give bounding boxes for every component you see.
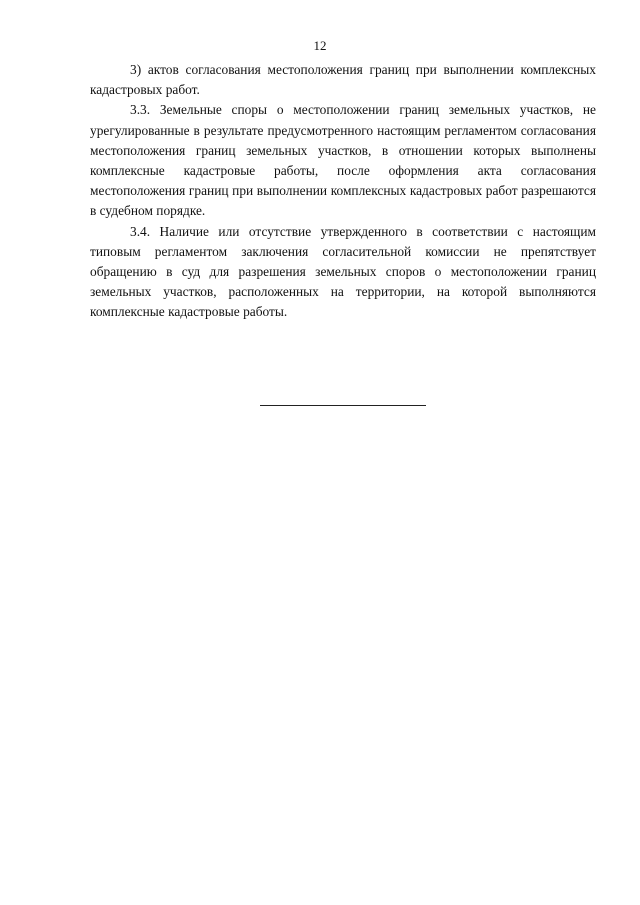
end-divider-line [260, 405, 426, 406]
page-number: 12 [313, 38, 327, 53]
paragraph-3-3: 3.3. Земельные споры о местоположении границ земельных участков, не урегулированные в результате предусмотренного настоящим регламентом согласования местоположения границ земельных участков, в отношении которых выполнены комплексные кадастровые работы, после оформления акта согласования местоположения границ при выполнении комплексных кадастровых работ разрешаются в судебном порядке. [90, 102, 596, 219]
paragraph-3-4: 3.4. Наличие или отсутствие утвержденного в соответствии с настоящим типовым регламентом заключения согласительной комиссии не препятствует обращению в суд для разрешения земельных споров о местоположении границ земельных участков, расположенных на территории, на которой выполняются комплексные кадастровые работы. [90, 223, 596, 320]
document-body [90, 60, 596, 323]
paragraph-item-3: 3) актов согласования местоположения границ при выполнении комплексных кадастровых работ. [90, 62, 596, 98]
